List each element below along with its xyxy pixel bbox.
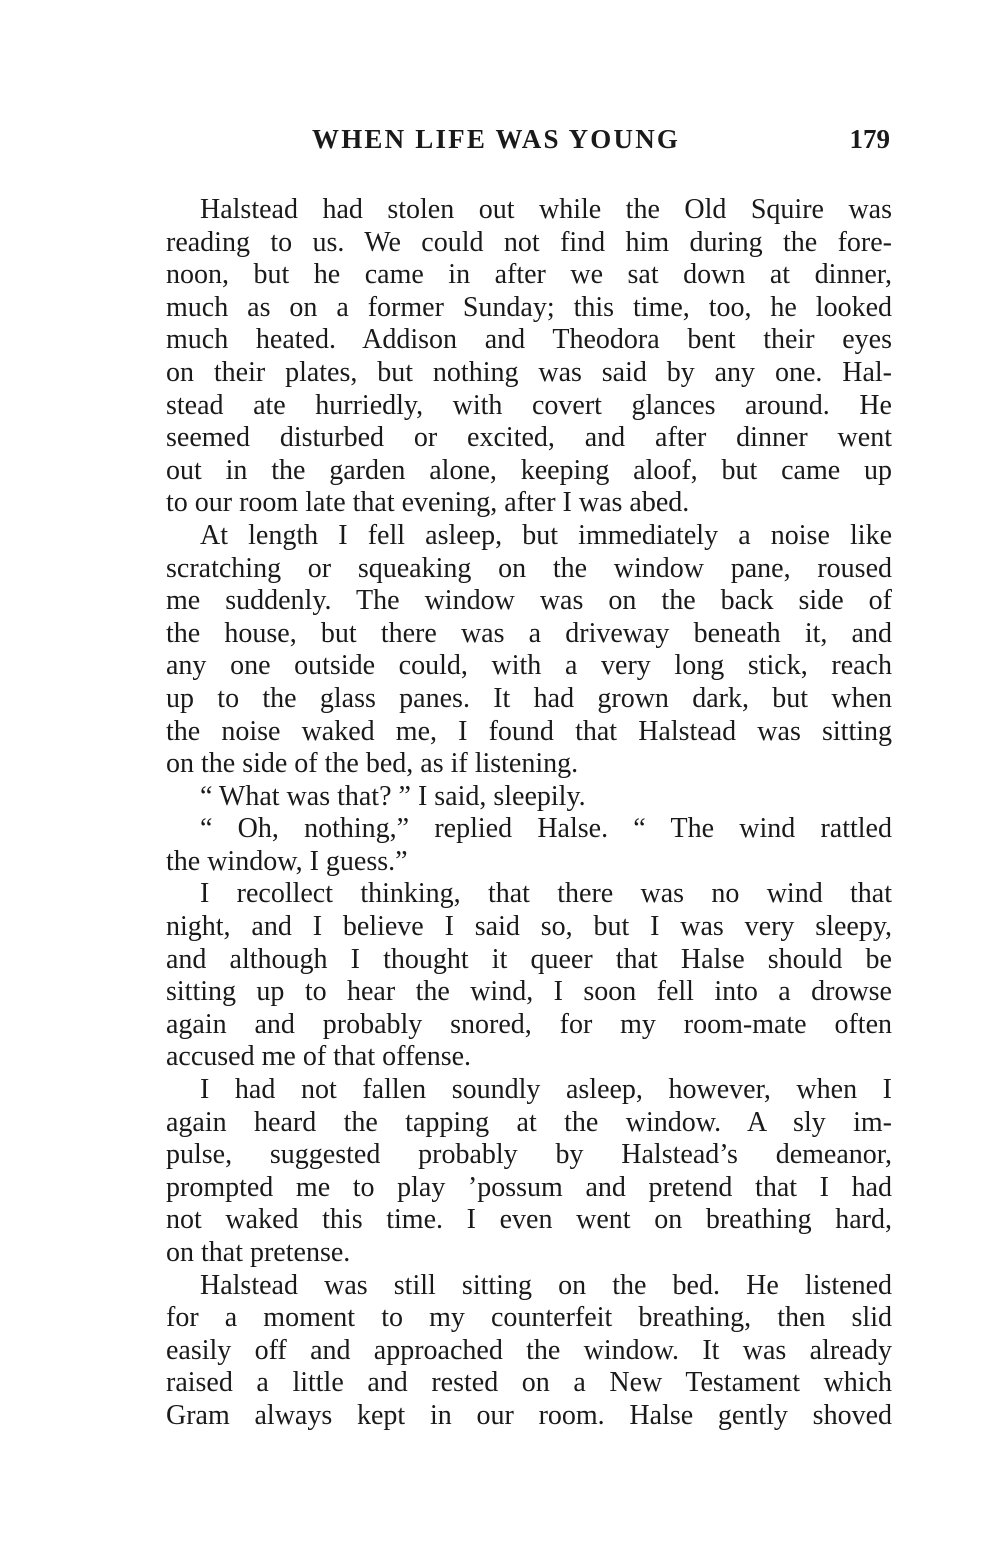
text-line: any one outside could, with a very long stick, reach [166, 650, 892, 682]
text-line: “ What was that? ” I said, sleepily. [200, 780, 586, 812]
running-title: WHEN LIFE WAS YOUNG [312, 124, 681, 154]
text-line: At length I fell asleep, but immediately a noise like [200, 519, 892, 551]
text-line: night, and I believe I said so, but I was very sleepy, [166, 911, 892, 943]
text-line: on the side of the bed, as if listening. [166, 748, 579, 780]
text-line: pulse, suggested probably by Halstead’s demeanor, [166, 1139, 892, 1171]
text-line: I had not fallen soundly asleep, however, when I [200, 1074, 892, 1106]
text-line: noon, but he came in after we sat down at dinner, [166, 259, 892, 291]
text-line: to our room late that evening, after I was abed. [166, 487, 690, 519]
text-line: easily off and approached the window. It was already [166, 1334, 892, 1366]
text-line: Gram always kept in our room. Halse gently shoved [166, 1399, 892, 1431]
text-line: much as on a former Sunday; this time, too, he looked [166, 291, 892, 323]
text-line: for a moment to my counterfeit breathing, then slid [166, 1302, 892, 1334]
text-line: not waked this time. I even went on breathing hard, [166, 1204, 892, 1236]
text-line: and although I thought it queer that Halse should be [166, 943, 892, 975]
text-line: raised a little and rested on a New Testament which [166, 1367, 892, 1399]
text-line: I recollect thinking, that there was no wind that [200, 878, 892, 910]
text-line: “ Oh, nothing,” replied Halse. “ The wind rattled [200, 813, 892, 845]
page-number: 179 [849, 124, 890, 154]
text-line: seemed disturbed or excited, and after dinner went [166, 422, 892, 454]
text-line: again and probably snored, for my room-mate often [166, 1008, 892, 1040]
text-line: the window, I guess.” [166, 845, 408, 877]
text-line: up to the glass panes. It had grown dark, but when [166, 682, 892, 714]
text-line: again heard the tapping at the window. A sly im- [166, 1106, 892, 1138]
text-line: stead ate hurriedly, with covert glances around. He [166, 389, 892, 421]
text-line: prompted me to play ’possum and pretend that I had [166, 1171, 892, 1203]
text-line: Halstead had stolen out while the Old Squire was [200, 194, 892, 225]
text-line: reading to us. We could not find him during the fore- [166, 226, 892, 258]
text-line: on their plates, but nothing was said by any one. Hal- [166, 356, 892, 388]
text-line: me suddenly. The window was on the back side of [166, 585, 892, 617]
text-line: scratching or squeaking on the window pane, roused [166, 552, 892, 584]
text-line: sitting up to hear the wind, I soon fell into a drowse [166, 976, 892, 1008]
text-line: accused me of that offense. [166, 1041, 472, 1073]
text-line: the noise waked me, I found that Halstead was sitting [166, 715, 892, 747]
text-line: much heated. Addison and Theodora bent their eyes [166, 324, 892, 356]
text-line: on that pretense. [166, 1237, 351, 1268]
body-text [166, 194, 892, 1433]
text-line: the house, but there was a driveway beneath it, and [166, 617, 892, 649]
text-line: out in the garden alone, keeping aloof, but came up [166, 454, 892, 486]
running-head [166, 118, 892, 162]
text-line: Halstead was still sitting on the bed. He listened [200, 1269, 892, 1301]
